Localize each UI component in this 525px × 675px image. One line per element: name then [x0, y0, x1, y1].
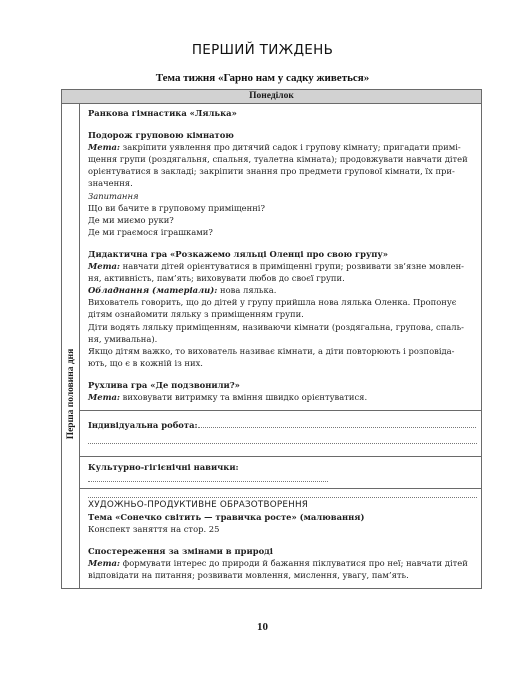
page-number: 10: [257, 621, 268, 633]
didactic-goal: [88, 260, 477, 272]
day-plan-table: [61, 89, 482, 589]
observation-goal: [88, 557, 477, 569]
game-description-line: ють, що є в кожній із них.: [88, 357, 203, 368]
observation-goal-line: відповідати на питання; розвивати мовлення, мислення, увагу, пам’ять.: [88, 570, 409, 581]
questions-label: Запитання: [88, 190, 139, 201]
tour-title: Подорож груповою кімнатою: [88, 130, 234, 141]
tour-goal-line: щення групи (роздягальня, спальня, туалетна кімната); продовжувати навчати дітей: [88, 154, 468, 165]
fill-in-line: [198, 421, 476, 428]
tour-goal-line: орієнтуватися в закладі; закріпити знання про предмети групової кімнати, їх при-: [88, 166, 455, 177]
morning-activities: [88, 107, 477, 403]
game-description-line: Вихователь говорить, що до дітей у групу прийшла нова лялька Оленка. Пропонує: [88, 297, 457, 308]
row-divider: [80, 410, 481, 411]
hygiene-label: Культурно-гігієнічні навички:: [88, 462, 239, 472]
hygiene-line: [88, 461, 477, 485]
lesson-topic: Тема «Сонечко світить — травичка росте» (малювання): [88, 512, 365, 523]
fill-in-line: [88, 431, 477, 444]
week-title: ПЕРШИЙ ТИЖДЕНЬ: [191, 42, 334, 58]
hygiene-skills: [88, 461, 477, 498]
mobile-goal-value: виховувати витримку та вміння швидко орієнтуватися.: [122, 391, 368, 402]
row-divider: [80, 456, 481, 457]
question: Що ви бачите в груповому приміщенні?: [88, 202, 265, 213]
equipment: [88, 284, 477, 296]
goal-label: Мета:: [88, 558, 120, 569]
didactic-game-title: Дидактична гра «Розкажемо ляльці Оленці про свою групу»: [88, 248, 389, 259]
lesson-outline-ref: Конспект заняття на стор. 25: [88, 524, 220, 535]
section-heading: ХУДОЖНЬО-ПРОДУКТИВНЕ ОБРАЗОТВОРЕННЯ: [88, 500, 309, 510]
fill-in-line: [88, 475, 328, 482]
mobile-game-goal: [88, 391, 477, 403]
game-description-line: Діти водять ляльку приміщенням, називаючи кімнати (роздягальна, групова, спаль-: [88, 321, 465, 332]
equipment-value: нова лялька.: [220, 285, 277, 296]
tour-goal: [88, 141, 477, 153]
equipment-label: Обладнання (матеріали):: [88, 285, 218, 296]
goal-label: Мета:: [88, 142, 120, 153]
art-activity: [88, 499, 477, 582]
game-description-line: дітям ознайомити ляльку з приміщенням групи.: [88, 309, 304, 320]
game-description-line: ня, умивальна).: [88, 333, 158, 344]
week-theme: Тема тижня «Гарно нам у садку живеться»: [155, 72, 370, 84]
didactic-goal-line: навчати дітей орієнтуватися в приміщенні групи; розвивати зв’язне мовлен-: [122, 261, 464, 272]
part-of-day-label: Перша половина дня: [66, 348, 76, 440]
question: Де ми миємо руки?: [88, 214, 174, 225]
didactic-goal-line: ня, активність, пам’ять; виховувати любов до своєї групи.: [88, 273, 345, 284]
tour-goal-line: значення.: [88, 178, 133, 189]
individual-work: [88, 419, 477, 444]
day-header: Понеділок: [62, 90, 481, 104]
mobile-game-title: Рухлива гра «Де подзвонили?»: [88, 379, 240, 390]
observation-goal-line: формувати інтерес до природи й бажання піклуватися про неї; навчати дітей: [122, 558, 468, 569]
goal-label: Мета:: [88, 391, 120, 402]
fill-in-line: [88, 485, 477, 498]
observation-title: Спостереження за змінами в природі: [88, 546, 273, 557]
individual-work-line: [88, 419, 477, 431]
question: Де ми граємося іграшками?: [88, 226, 213, 237]
exercise-title: Ранкова гімнастика «Лялька»: [88, 108, 237, 118]
individual-work-label: Індивідуальна робота:: [88, 420, 198, 430]
tour-goal-line: закріпити уявлення про дитячий садок і групову кімнату; пригадати примі-: [122, 142, 461, 153]
game-description-line: Якщо дітям важко, то вихователь називає кімнати, а діти повторюють і розповіда-: [88, 345, 455, 356]
goal-label: Мета:: [88, 261, 120, 272]
side-column: [62, 104, 80, 588]
